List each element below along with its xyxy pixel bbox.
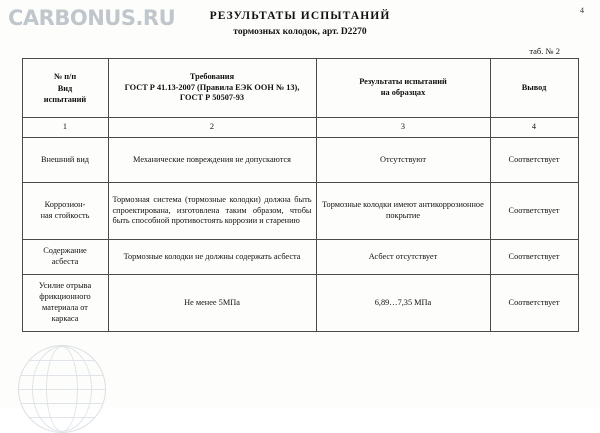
page-number: 4 [580, 6, 584, 15]
header-line: Требования [189, 71, 235, 81]
cell-test-name [22, 275, 108, 332]
table-row [22, 183, 578, 240]
cell-line: каркаса [51, 313, 79, 323]
globe-watermark-icon [18, 345, 106, 433]
header-line: № п/п [53, 72, 77, 82]
table-label: таб. № 2 [529, 46, 560, 56]
header-line: испытаний [43, 95, 87, 105]
column-number: 4 [490, 118, 578, 138]
header-line: на образцах [380, 88, 426, 97]
cell-result: 6,89…7,35 МПа [316, 275, 490, 332]
header-line: Результаты испытаний [359, 77, 447, 87]
header-line: ГОСТ Р 41.13-2007 (Правила ЕЭК ООН № 13), [124, 82, 300, 92]
column-number: 2 [108, 118, 316, 138]
cell-conclusion: Соответствует [490, 275, 578, 332]
column-number-row [22, 118, 578, 138]
cell-line: асбеста [51, 257, 79, 266]
header-cell-requirements [108, 59, 316, 118]
cell-test-name [22, 183, 108, 240]
cell-result: Тормозные колодки имеют антикоррозионное покрытие [316, 183, 490, 240]
header-line: Вывод [521, 82, 547, 92]
cell-requirement: Механические повреждения не допускаются [108, 138, 316, 183]
cell-line: Содержание [43, 246, 87, 256]
cell-conclusion: Соответствует [490, 183, 578, 240]
results-table [22, 58, 579, 332]
header-cell-results [316, 59, 490, 118]
table-header-row [22, 59, 578, 118]
cell-line: материала от [42, 303, 88, 312]
cell-result: Отсутствуют [316, 138, 490, 183]
cell-line: Усилие отрыва [38, 281, 92, 291]
cell-conclusion: Соответствует [490, 138, 578, 183]
header-cell-conclusion [490, 59, 578, 118]
cell-test-name: Внешний вид [22, 138, 108, 183]
cell-conclusion: Соответствует [490, 240, 578, 275]
cell-requirement: Тормозные колодки не должны содержать асбеста [108, 240, 316, 275]
table-row [22, 275, 578, 332]
cell-result: Асбест отсутствует [316, 240, 490, 275]
cell-requirement: Тормозная система (тормозные колодки) должна быть спроектирована, изготовлена таким образом, чтобы быть способной противостоять коррозии и старению [108, 183, 316, 240]
cell-line: ная стойкость [40, 211, 90, 220]
column-number: 3 [316, 118, 490, 138]
cell-requirement: Не менее 5МПа [108, 275, 316, 332]
header-line: Вид [57, 84, 73, 94]
page-title: РЕЗУЛЬТАТЫ ИСПЫТАНИЙ [209, 10, 391, 22]
column-number: 1 [22, 118, 108, 138]
cell-line: фрикционного [39, 292, 91, 302]
page-subtitle: тормозных колодок, арт. D2270 [233, 27, 367, 37]
header-cell-test-type [22, 59, 108, 118]
table-row [22, 240, 578, 275]
header-line: ГОСТ Р 50507-93 [179, 93, 245, 103]
cell-test-name [22, 240, 108, 275]
watermark-text: CARBONUS.RU [8, 6, 176, 30]
table-row [22, 138, 578, 183]
cell-line: Коррозион- [44, 200, 86, 210]
